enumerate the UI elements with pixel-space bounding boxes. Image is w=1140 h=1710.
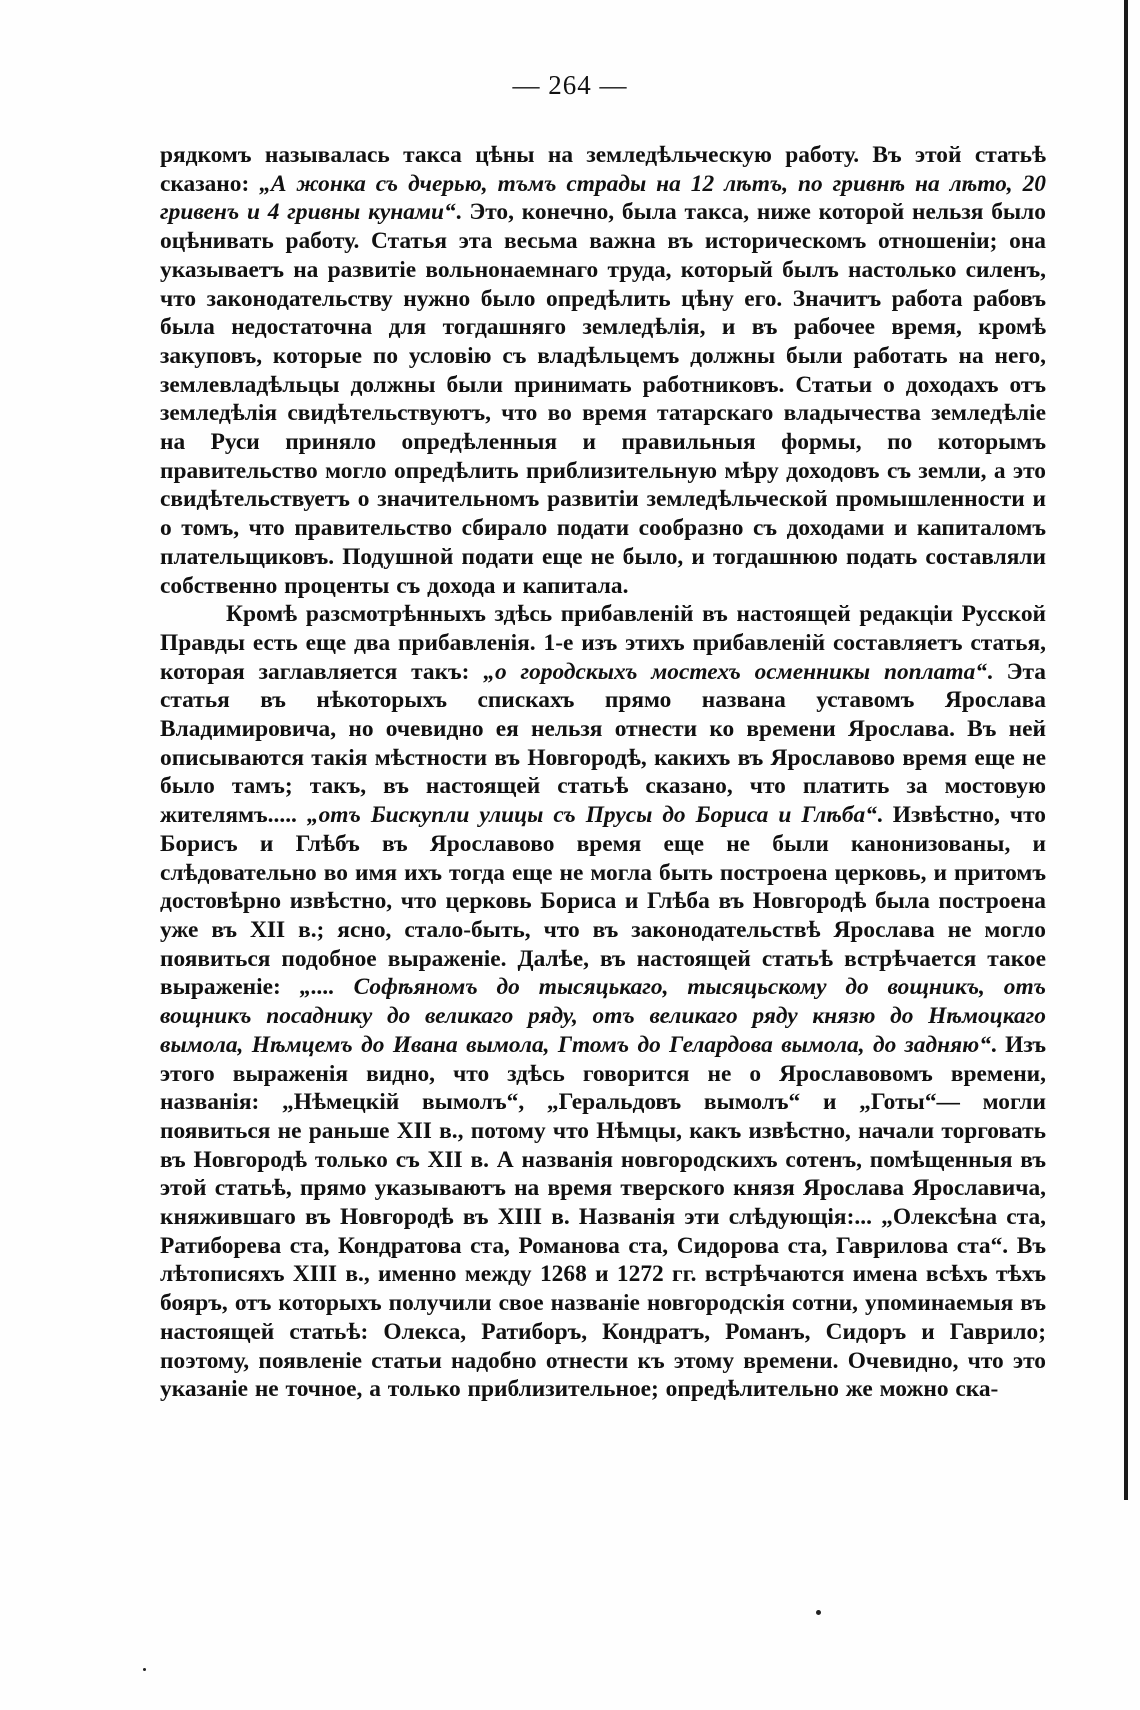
text-run: Кромѣ разсмотрѣнныхъ здѣсь прибавленій въ настоящей редакціи Русской Правды есть еще два прибавленія. 1-е изъ этихъ прибавленій составляетъ статья, которая заглавляется такъ: (160, 601, 1046, 685)
quoted-text: „о городскыхъ мостехъ осменникы поплата“ (483, 658, 987, 685)
text-run: рядкомъ называлась такса цѣны на земледѣльческую работу. Въ этой статьѣ сказано: (160, 142, 1046, 197)
page-edge-rule (1124, 0, 1128, 1500)
text-run: . Эта статья въ нѣкоторыхъ спискахъ прямо названа уставомъ Ярослава Владимировича, но очевидно ея нельзя отнести ко времени Ярослава. Въ ней описываются такія мѣстности въ Новгородѣ, какихъ въ Ярославово время еще не было тамъ; такъ, въ настоящей статьѣ сказано, что платить за мостовую жителямъ..... (160, 658, 1046, 829)
paragraph-2 (160, 600, 1046, 1404)
quoted-text: „.... Софѣяномъ до тысяцькаго, тысяцьскому до вощникъ, отъ вощникъ посаднику до великаго ряду, отъ великаго ряду князю до Нѣмоцкаго вымола, Нѣмцемъ до Ивана вымола, Гтомъ до Гелардова вымола, до задняю“ (160, 974, 1046, 1058)
page-number: — 264 — (512, 70, 628, 100)
quoted-text: „отъ Бискупли улицы съ Прусы до Бориса и Глѣба“ (306, 802, 877, 829)
quoted-text: „А жонка съ дчерью, тъмъ страды на 12 лѣтъ, по гривнѣ на лѣто, 20 гривенъ и 4 гривны кунами“ (160, 170, 1046, 226)
print-speck (143, 1668, 146, 1671)
paragraph-1 (160, 141, 1046, 600)
body-text (160, 141, 1046, 1404)
text-run: . Это, конечно, была такса, ниже которой нельзя было оцѣнивать работу. Статья эта весьма важна въ историческомъ отношеніи; она указываетъ на развитіе вольнонаемнаго труда, который былъ настолько силенъ, что законодательству нужно было опредѣлить цѣну его. Значитъ работа рабовъ была недостаточна для тогдашняго земледѣлія, и въ рабочее время, кромѣ закуповъ, которые по условію съ владѣльцемъ должны были работать на него, землевладѣльцы должны были принимать работниковъ. Статьи о доходахъ отъ земледѣлія свидѣтельствуютъ, что во время татарскаго владычества земледѣліе на Руси приняло опредѣленныя и правильныя формы, по которымъ правительство могло опредѣлить приблизительную мѣру доходовъ съ земли, а это свидѣтельствуетъ о значительномъ развитіи земледѣльческой промышленности и о томъ, что правительство сбирало подати сообразно съ доходами и капиталомъ плательщиковъ. Подушной подати еще не было, и тогдашнюю подать составляли собственно проценты съ дохода и капитала. (160, 199, 1046, 599)
print-speck (816, 1610, 821, 1615)
text-run: . Изъ этого выраженія видно, что здѣсь говорится не о Ярославовомъ времени, названія: „Нѣмецкій вымолъ“, „Геральдовъ вымолъ“ и „Готы“— могли появиться не раньше XII в., потому что Нѣмцы, какъ извѣстно, начали торговать въ Новгородѣ только съ XII в. А названія новгородскихъ сотенъ, помѣщенныя въ этой статьѣ, прямо указываютъ на время тверского князя Ярослава Ярославича, княжившаго въ Новгородѣ въ XIII в. Названія эти слѣдующія:... „Олексѣна ста, Ратиборева ста, Кондратова ста, Романова ста, Сидорова ста, Гаврилова ста“. Въ лѣтописяхъ XIII в., именно между 1268 и 1272 гг. встрѣчаются имена всѣхъ тѣхъ бояръ, отъ которыхъ получили свое названіе новгородскія сотни, упоминаемыя въ настоящей статьѣ: Олекса, Ратиборъ, Кондратъ, Романъ, Сидоръ и Гаврило; поэтому, появленіе статьи надобно отнести къ этому времени. Очевидно, что это указаніе не точное, а только приблизительное; опредѣлительно же можно ска- (160, 1031, 1047, 1403)
text-run: . Извѣстно, что Борисъ и Глѣбъ въ Ярославово время еще не были канонизованы, и слѣдовательно во имя ихъ тогда еще не могла быть построена церковь, и притомъ достовѣрно извѣстно, что церковь Бориса и Глѣба въ Новгородѣ была построена уже въ XII в.; ясно, стало-быть, что въ законодательствѣ Ярослава не могло появиться подобное выраженіе. Далѣе, въ настоящей статьѣ встрѣчается такое выраженіе: (160, 802, 1046, 1001)
